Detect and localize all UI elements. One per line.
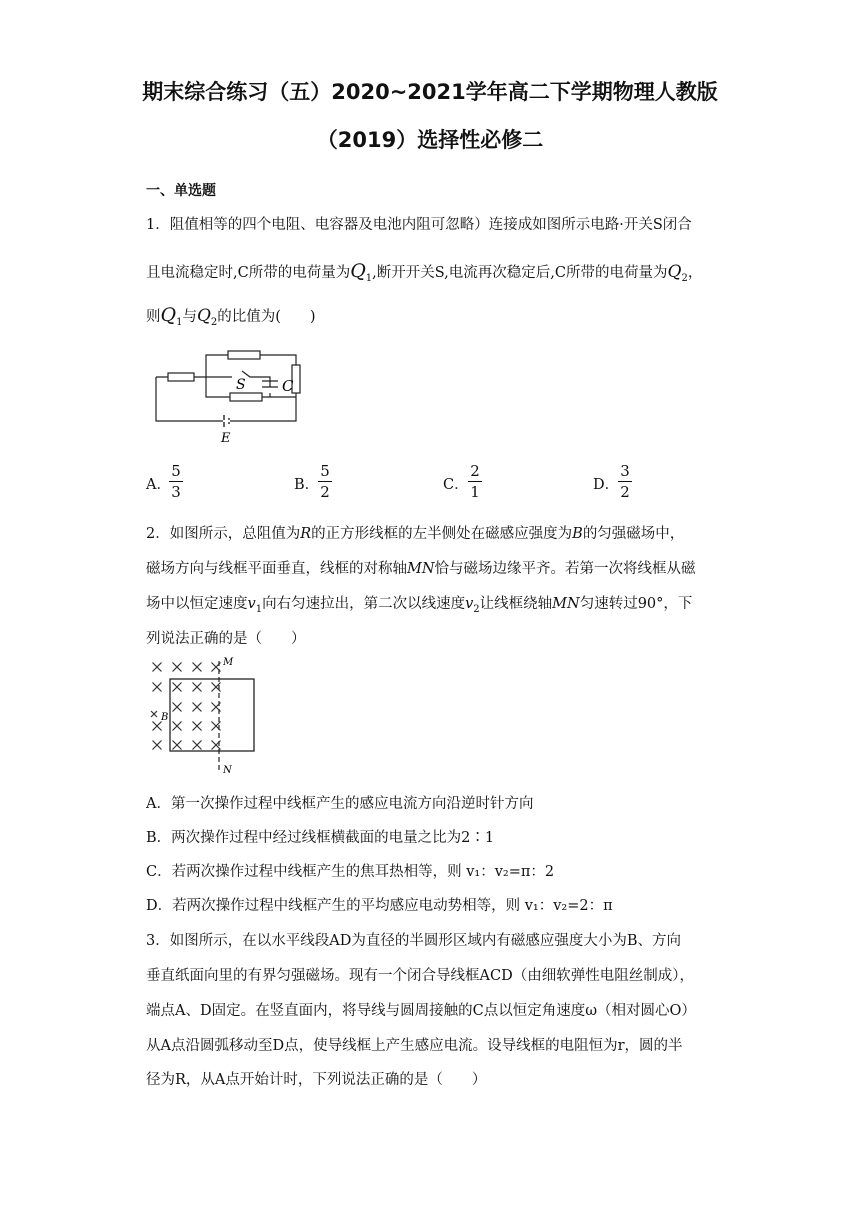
q2-option-d: D．若两次操作过程中线框产生的平均感应电动势相等，则 v₁：v₂=2：π xyxy=(146,898,613,914)
q3-line-1: 3．如图所示，在以水平线段AD为直径的半圆形区域内有磁感应强度大小为B、方向 xyxy=(146,933,681,949)
q3-line-5: 径为R，从A点开始计时，下列说法正确的是（ ） xyxy=(146,1072,487,1088)
q1-capacitor-label: C xyxy=(282,377,294,395)
q1-option-b-letter: B． xyxy=(294,477,320,493)
q2-magnetic-field-diagram xyxy=(148,653,268,779)
section-heading: 一、单选题 xyxy=(146,183,216,199)
q2-line-1: 2．如图所示，总阻值为R的正方形线框的左半侧处在磁感应强度为B的匀强磁场中， xyxy=(146,526,685,542)
q2-n-label: N xyxy=(223,765,232,776)
q1-line-3: 则$Q_1$与$Q_2$的比值为( ) xyxy=(146,304,316,328)
q3-line-4: 从A点沿圆弧移动至D点，使导线框上产生感应电流。设导线框的电阻恒为r，圆的半 xyxy=(146,1038,683,1054)
q1-option-a-letter: A． xyxy=(146,477,171,493)
q1-switch-label: S xyxy=(236,377,246,393)
q2-line-3: 场中以恒定速度$v_1$向右匀速拉出，第二次以线速度$v_2$让线框绕轴MN匀速转过90°，下 xyxy=(146,596,693,615)
q1-battery-label: E xyxy=(221,431,231,446)
q1-option-b-fraction: 5 2 xyxy=(317,461,333,502)
q1-line-1: 1．阻值相等的四个电阻、电容器及电池内阻可忽略）连接成如图所示电路·开关S闭合 xyxy=(146,217,692,233)
q2-option-b: B．两次操作过程中经过线框横截面的电量之比为2∶1 xyxy=(146,830,495,846)
q1-circuit-diagram xyxy=(150,345,320,445)
q1-option-a-fraction: 5 3 xyxy=(168,461,184,502)
document-title-line-2: （2019）选择性必修二 xyxy=(316,128,544,152)
q2-line-4: 列说法正确的是（ ） xyxy=(146,631,306,647)
q1-option-c-letter: C． xyxy=(443,477,469,493)
q3-line-3: 端点A、D固定。在竖直面内，将导线与圆周接触的C点以恒定角速度ω（相对圆心O） xyxy=(146,1003,696,1019)
q1-option-c-fraction: 2 1 xyxy=(467,461,483,502)
q2-m-label: M xyxy=(223,657,234,668)
q1-line-2: 且电流稳定时,C所带的电荷量为$Q_1$,断开开关S,电流再次稳定后,C所带的电荷量为$Q_2$， xyxy=(146,260,703,284)
q2-b-label: B xyxy=(161,712,169,723)
document-title-line-1: 期末综合练习（五）2020~2021学年高二下学期物理人教版 xyxy=(142,80,718,104)
q3-line-2: 垂直纸面向里的有界匀强磁场。现有一个闭合导线框ACD（由细软弹性电阻丝制成）， xyxy=(146,968,694,984)
q1-option-d-letter: D． xyxy=(593,477,620,493)
q1-option-d-fraction: 3 2 xyxy=(617,461,633,502)
q2-option-a: A．第一次操作过程中线框产生的感应电流方向沿逆时针方向 xyxy=(146,796,534,812)
q2-line-2: 磁场方向与线框平面垂直，线框的对称轴MN恰与磁场边缘平齐。若第一次将线框从磁 xyxy=(146,561,696,577)
q2-option-c: C．若两次操作过程中线框产生的焦耳热相等，则 v₁：v₂=π：2 xyxy=(146,864,555,880)
